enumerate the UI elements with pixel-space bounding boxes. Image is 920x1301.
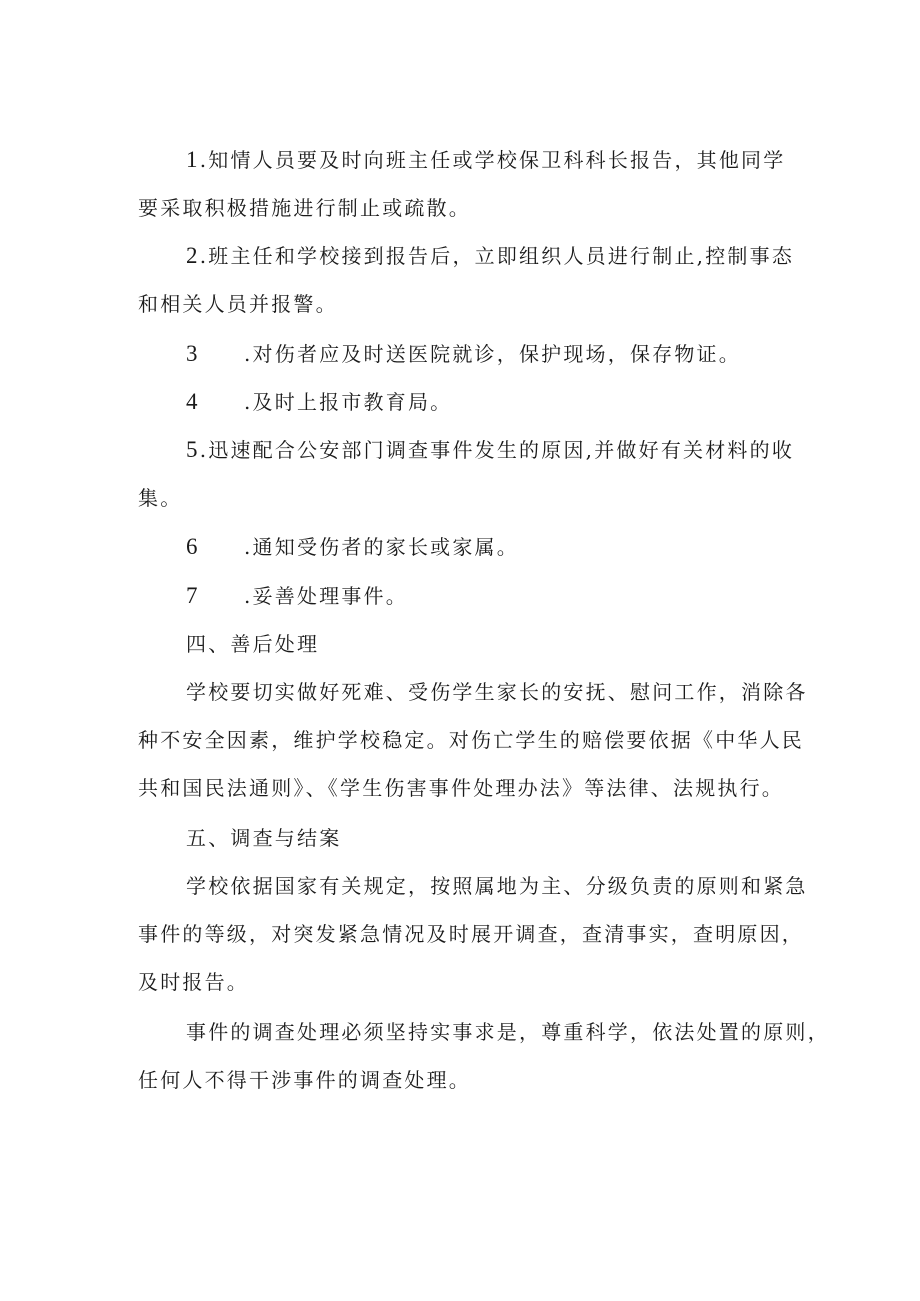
section-5-paragraph-1: [138, 862, 808, 1006]
list-item-7: [138, 572, 798, 620]
section-4-paragraph: [138, 668, 808, 812]
item-number: 5: [186, 437, 200, 462]
list-item-4: [138, 378, 798, 426]
section-4-heading: 四、善后处理: [186, 632, 320, 656]
list-item-7-line-1: 7 .妥善处理事件。: [138, 572, 798, 620]
list-item-2-line-1: 2.班主任和学校接到报告后，立即组织人员进行制止,控制事态: [138, 232, 798, 280]
list-item-6: [138, 523, 798, 571]
list-item-5-line-2: 集。: [138, 486, 183, 510]
list-item-5: [138, 426, 798, 522]
item-number: 7: [186, 583, 200, 608]
item-number: 3: [186, 341, 200, 366]
list-item-2-line-2: 和相关人员并报警。: [138, 292, 338, 316]
list-item-2: [138, 232, 798, 328]
section-5-paragraph-2: [138, 1008, 830, 1104]
list-item-1: [138, 136, 798, 232]
paragraph-line: 学校依据国家有关规定，按照属地为主、分级负责的原则和紧急: [186, 874, 808, 898]
paragraph-line: 学校要切实做好死难、受伤学生家长的安抚、慰问工作，消除各: [186, 680, 808, 704]
paragraph-line: 任何人不得干涉事件的调查处理。: [138, 1068, 471, 1092]
paragraph-line: 事件的等级，对突发紧急情况及时展开调查，查清事实，查明原因，: [138, 922, 804, 946]
list-item-1-line-2: 要采取积极措施进行制止或疏散。: [138, 196, 471, 220]
item-number: 2: [186, 243, 200, 268]
paragraph-line: 共和国民法通则》、《学生伤害事件处理办法》等法律、法规执行。: [138, 776, 784, 800]
list-item-1-line-1: 1.知情人员要及时向班主任或学校保卫科科长报告，其他同学: [138, 136, 798, 184]
paragraph-line: 种不安全因素，维护学校稳定。对伤亡学生的赔偿要依据《中华人民: [138, 728, 804, 752]
item-number: 4: [186, 389, 200, 414]
list-item-3-line-1: 3 .对伤者应及时送医院就诊，保护现场，保存物证。: [138, 330, 798, 378]
list-item-4-line-1: 4 .及时上报市教育局。: [138, 378, 798, 426]
list-item-6-line-1: 6 .通知受伤者的家长或家属。: [138, 523, 798, 571]
section-5-heading: 五、调查与结案: [186, 826, 342, 850]
list-item-5-line-1: 5.迅速配合公安部门调查事件发生的原因,并做好有关材料的收: [138, 426, 798, 474]
item-number: 1: [186, 147, 200, 172]
item-number: 6: [186, 534, 200, 559]
paragraph-line: 及时报告。: [138, 970, 249, 994]
list-item-3: [138, 330, 798, 378]
paragraph-line: 事件的调查处理必须坚持实事求是，尊重科学，依法处置的原则，: [186, 1020, 830, 1044]
